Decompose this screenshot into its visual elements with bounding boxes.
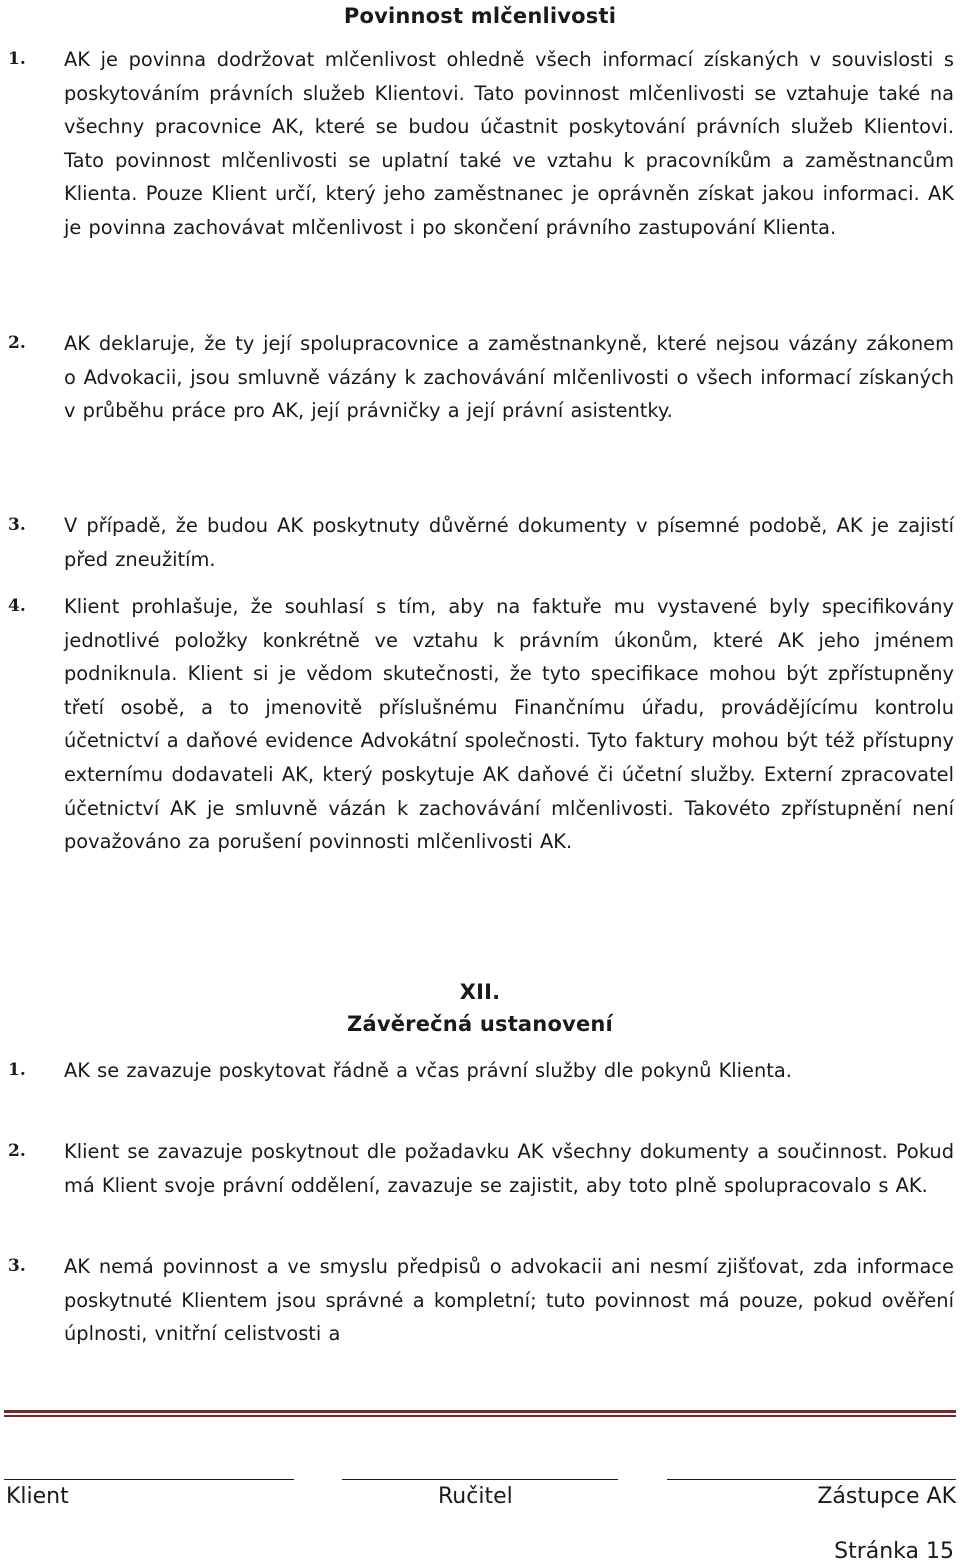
list-item — [0, 1250, 960, 1351]
section-title: Povinnost mlčenlivosti — [343, 4, 617, 28]
item-number: 1. — [8, 49, 26, 69]
list-item — [0, 590, 960, 859]
list-item — [0, 1054, 960, 1088]
signature-label-ak-representative: Zástupce AK — [817, 1484, 956, 1509]
item-text: AK deklaruje, že ty její spolupracovnice a zaměstnankyně, které nejsou vázány zákonem o Advokacii, jsou smluvně vázány k zachovávání mlčenlivosti o všech informací získaných v průběhu práce pro AK, její právničky a její právní asistentky. — [64, 332, 954, 423]
footer-divider — [4, 1410, 956, 1413]
signature-line-guarantor — [342, 1479, 618, 1480]
signature-line-client — [4, 1479, 294, 1480]
item-text: V případě, že budou AK poskytnuty důvěrné dokumenty v písemné podobě, AK je zajistí před zneužitím. — [64, 514, 954, 571]
item-number: 2. — [8, 1141, 26, 1161]
item-text: AK nemá povinnost a ve smyslu předpisů o advokacii ani nesmí zjišťovat, zda informace poskytnuté Klientem jsou správné a kompletní; tuto povinnost má pouze, pokud ověření úplnosti, vnitřní celistvosti a — [64, 1255, 954, 1346]
list-item — [0, 509, 960, 576]
item-text: AK je povinna dodržovat mlčenlivost ohledně všech informací získaných v souvislosti s poskytováním právních služeb Klientovi. Tato povinnost mlčenlivosti se vztahuje také na všechny pracovnice AK, které se budou účastnit poskytování právních služeb Klientovi. Tato povinnost mlčenlivosti se uplatní také ve vztahu k pracovníkům a zaměstnancům Klienta. Pouze Klient určí, který jeho zaměstnanec je oprávněn získat jakou informaci. AK je povinna zachovávat mlčenlivost i po skončení právního zastupování Klienta. — [64, 48, 954, 239]
item-number: 3. — [8, 515, 26, 535]
section-xii-heading — [0, 976, 960, 1040]
list-item — [0, 43, 960, 245]
item-text: AK se zavazuje poskytovat řádně a včas právní služby dle pokynů Klienta. — [64, 1059, 792, 1082]
signature-label-client: Klient — [6, 1484, 69, 1509]
signature-label-guarantor: Ručitel — [438, 1484, 513, 1509]
list-item — [0, 327, 960, 428]
item-number: 2. — [8, 333, 26, 353]
item-text: Klient se zavazuje poskytnout dle požadavku AK všechny dokumenty a součinnost. Pokud má Klient svoje právní oddělení, zavazuje se zajistit, aby toto plně spolupracovalo s AK. — [64, 1140, 954, 1197]
section-title: Závěrečná ustanovení — [347, 1012, 613, 1036]
list-item — [0, 1135, 960, 1202]
item-number: 3. — [8, 1256, 26, 1276]
signature-line-ak-representative — [667, 1479, 956, 1480]
item-text: Klient prohlašuje, že souhlasí s tím, aby na faktuře mu vystavené byly specifikovány jednotlivé položky konkrétně ve vztahu k právním úkonům, které AK jeho jménem podniknula. Klient si je vědom skutečnosti, že tyto specifikace mohou být zpřístupněny třetí osobě, a to jmenovitě příslušnému Finančnímu úřadu, provádějícímu kontrolu účetnictví a daňové evidence Advokátní společnosti. Tyto faktury mohou být též přístupny externímu dodavateli AK, který poskytuje AK daňové či účetní služby. Externí zpracovatel účetnictví AK je smluvně vázán k zachovávání mlčenlivosti. Takovéto zpřístupnění není považováno za porušení povinnosti mlčenlivosti AK. — [64, 595, 954, 854]
section-number: XII. — [459, 980, 501, 1004]
item-number: 1. — [8, 1060, 26, 1080]
item-number: 4. — [8, 596, 26, 616]
footer-divider — [4, 1415, 956, 1417]
page-number: Stránka 15 — [834, 1539, 954, 1564]
